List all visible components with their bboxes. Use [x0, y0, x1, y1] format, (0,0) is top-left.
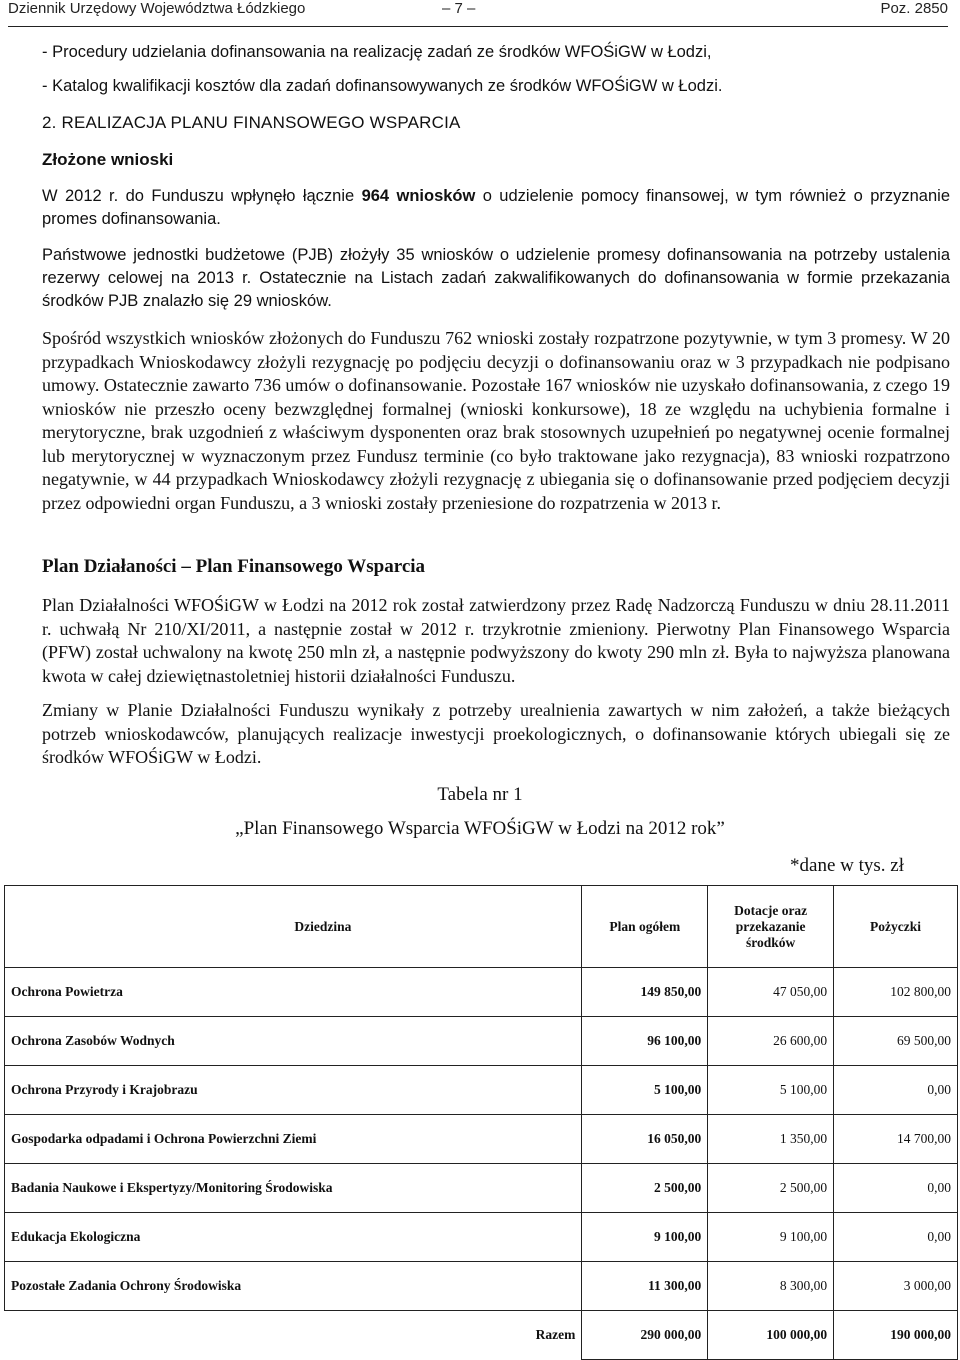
- page-header: [0, 0, 960, 26]
- total-grants: 100 000,00: [708, 1311, 834, 1360]
- total-plan: 290 000,00: [582, 1311, 708, 1360]
- paragraph-changes: Zmiany w Planie Działalności Funduszu wynikały z potrzeby urealnienia zawartych w nim założeń, a także bieżących potrzeb wnioskodawców, planujących realizacje inwestycji proekologicznych, o dofinansowanie których ubiegali się ze środków WFOŚiGW w Łodzi.: [42, 700, 950, 767]
- table-row: Badania Naukowe i Ekspertyzy/Monitoring Środowiska 2 500,00 2 500,00 0,00: [5, 1164, 958, 1213]
- position-number: Poz. 2850: [880, 0, 948, 17]
- section-heading: 2. REALIZACJA PLANU FINANSOWEGO WSPARCIA: [42, 113, 461, 132]
- table-title: „Plan Finansowego Wsparcia WFOŚiGW w Łodzi na 2012 rok”: [235, 818, 725, 839]
- header-loans: Pożyczki: [834, 886, 958, 968]
- total-label: Razem: [5, 1311, 582, 1360]
- paragraph-applications: W 2012 r. do Funduszu wpłynęło łącznie 964 wniosków o udzielenie pomocy finansowej, w tym również o przyznanie promes dofinansowania.: [42, 187, 950, 228]
- table-label: Tabela nr 1: [437, 784, 523, 805]
- header-grants: Dotacje oraz przekazanie środków: [708, 886, 834, 968]
- header-divider: [8, 26, 948, 27]
- header-domain: Dziedzina: [5, 886, 582, 968]
- list-item: - Procedury udzielania dofinansowania na realizację zadań ze środków WFOŚiGW w Łodzi,: [42, 43, 712, 61]
- table-row: Ochrona Przyrody i Krajobrazu 5 100,00 5 100,00 0,00: [5, 1066, 958, 1115]
- unit-note: *dane w tys. zł: [790, 855, 904, 876]
- table-row: Edukacja Ekologiczna 9 100,00 9 100,00 0,00: [5, 1213, 958, 1262]
- page-number: – 7 –: [442, 0, 476, 17]
- finance-table: [4, 885, 958, 1360]
- table-row: Gospodarka odpadami i Ochrona Powierzchni Ziemi 16 050,00 1 350,00 14 700,00: [5, 1115, 958, 1164]
- journal-title: Dziennik Urzędowy Województwa Łódzkiego: [8, 0, 306, 17]
- header-total: Plan ogółem: [582, 886, 708, 968]
- table-row: Pozostałe Zadania Ochrony Środowiska 11 300,00 8 300,00 3 000,00: [5, 1262, 958, 1311]
- plan-heading: Plan Działaności – Plan Finansowego Wsparcia: [42, 556, 426, 577]
- table-row: Ochrona Powietrza 149 850,00 47 050,00 102 800,00: [5, 968, 958, 1017]
- paragraph-pjb: Państwowe jednostki budżetowe (PJB) złożyły 35 wniosków o udzielenie promesy dofinansowania na potrzeby ustalenia rezerwy celowej na 2013 r. Ostatecznie na Listach zadań zakwalifikowanych do dofinansowania w formie przekazania środków PJB znalazło się 29 wniosków.: [42, 246, 950, 310]
- paragraph-outcomes: Spośród wszystkich wniosków złożonych do Funduszu 762 wnioski zostały rozpatrzone pozytywnie, w tym 3 promesy. W 20 przypadkach Wnioskodawcy złożyli rezygnację po podjęciu decyzji o dofinansowaniu oraz w 3 przypadkach nie podpisano umowy. Ostatecznie zawarto 736 umów o dofinansowanie. Pozostałe 167 wniosków nie uzyskało dofinansowania, z czego 19 wniosków nie przeszło oceny bezwzględnej formalnej (wnioski konkursowe), 18 ze względu na uchybienia formalne i merytoryczne, brak uzgodnień z właściwym dysponenten oraz brak stosownych uzupełnień po negatywnej ocenie formalnej lub merytorycznej w wyznaczonym przez Fundusz terminie (co było traktowane jako rezygnacja), 83 wnioski rozpatrzono negatywnie, w 44 przypadkach Wnioskodawcy złożyli rezygnację z ubiegania się o dofinansowanie przed podjęciem decyzji przez odpowiedni organ Funduszu, a 3 wnioski zostały przeniesione do rozpatrzenia w 2013 r.: [42, 328, 950, 513]
- section-subheading: Złożone wnioski: [42, 150, 174, 169]
- paragraph-plan: Plan Działalności WFOŚiGW w Łodzi na 2012 rok został zatwierdzony przez Radę Nadzorczą Funduszu w dniu 28.11.2011 r. uchwałą Nr 210/XI/2011, a następnie został w 2012 r. trzykrotnie zmieniony. Pierwotny Plan Finansowego Wsparcia (PFW) został uchwalony na kwotę 250 mln zł, a następnie podwyższony do kwoty 290 mln zł. Była to najwyższa planowana kwota w całej dziewiętnastoletniej historii działalności Funduszu.: [42, 595, 950, 686]
- table-header-row: [5, 886, 958, 968]
- list-item: - Katalog kwalifikacji kosztów dla zadań dofinansowywanych ze środków WFOŚiGW w Łodzi.: [42, 77, 723, 95]
- total-loans: 190 000,00: [834, 1311, 958, 1360]
- table-row: Ochrona Zasobów Wodnych 96 100,00 26 600,00 69 500,00: [5, 1017, 958, 1066]
- applications-count: 964 wniosków: [361, 187, 476, 205]
- table-total-row: [5, 1311, 958, 1360]
